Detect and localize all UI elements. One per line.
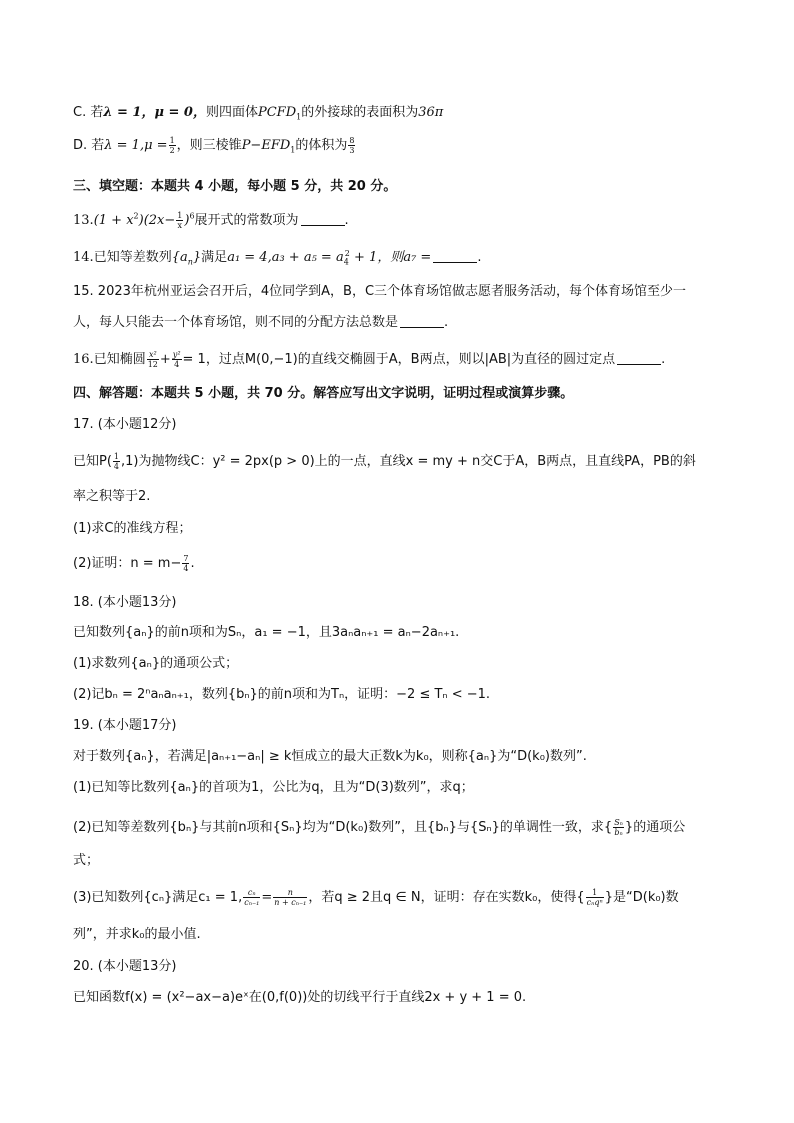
period: . bbox=[344, 213, 349, 228]
question-20-line-1: 已知函数f(x) = (x²−ax−a)eˣ在(0,f(0))处的切线平行于直线2x + y + 1 = 0. bbox=[73, 990, 527, 1005]
question-19-part-2 bbox=[73, 818, 733, 837]
section-3-heading: 三、填空题：本题共 4 小题，每小题 5 分，共 20 分。 bbox=[73, 179, 397, 194]
expr: (1 + x bbox=[93, 213, 134, 228]
question-19-part-3-cont: 列”，并求k₀的最小值. bbox=[73, 927, 201, 942]
question-19-line-1: 对于数列{aₙ}，若满足|aₙ₊₁−aₙ| ≥ k恒成立的最大正数k为k₀，则称{aₙ}为“D(k₀)数列”. bbox=[73, 749, 587, 764]
mu-eq: μ = 0， bbox=[154, 105, 206, 120]
question-text: 已知等差数列 bbox=[93, 250, 172, 265]
frac-num: 1 bbox=[586, 888, 604, 898]
subscript: 1 bbox=[290, 145, 296, 155]
frac-num: n bbox=[273, 888, 307, 898]
fraction bbox=[176, 211, 183, 230]
subscript: 4 bbox=[343, 257, 349, 267]
frac-num: 1 bbox=[113, 452, 120, 461]
superscript: 6 bbox=[189, 211, 195, 221]
lambda-eq: λ = 1， bbox=[103, 105, 155, 120]
question-number: 13. bbox=[73, 213, 94, 228]
question-text: 人，每人只能去一个体育场馆，则不同的分配方法总数是 bbox=[73, 315, 399, 330]
option-c bbox=[73, 104, 733, 122]
frac-den: bₙ bbox=[614, 828, 623, 837]
frac-den: 4 bbox=[183, 564, 189, 573]
subscript: 1 bbox=[296, 112, 302, 122]
fraction bbox=[613, 818, 624, 837]
answer-blank[interactable] bbox=[617, 352, 661, 365]
question-text: }的通项公 bbox=[624, 820, 686, 835]
frac-den: 4 bbox=[113, 462, 120, 471]
option-c-prefix: C. 若 bbox=[73, 105, 104, 120]
question-15-line-2 bbox=[73, 314, 733, 332]
a7-label: a₇ = bbox=[403, 250, 432, 265]
frac-den: cₙqⁿ bbox=[586, 898, 603, 907]
frac-num: 8 bbox=[349, 136, 355, 145]
frac-num: x² bbox=[147, 350, 159, 360]
superscript: 2 bbox=[344, 248, 350, 258]
question-15-line-1: 15. 2023年杭州亚运会召开后，4位同学到A，B，C三个体育场馆做志愿者服务活动，每个体育场馆至少一 bbox=[73, 284, 687, 299]
question-text: ，若q ≥ 2且q ∈ N，证明：存在实数k₀，使得{ bbox=[308, 890, 585, 905]
frac-num: 1 bbox=[169, 136, 175, 145]
frac-num: 1 bbox=[177, 211, 183, 220]
frac-den: cₙ₋₁ bbox=[244, 898, 260, 907]
mu-label: μ = bbox=[144, 138, 168, 153]
question-text: (2)证明：n = m− bbox=[73, 556, 182, 571]
answer-blank[interactable] bbox=[301, 213, 345, 226]
solid-name: PCFD bbox=[257, 105, 297, 120]
question-text: }是“D(k₀)数 bbox=[604, 890, 679, 905]
option-c-tail: 的外接球的表面积为 bbox=[301, 105, 419, 120]
question-20-heading: 20. (本小题13分) bbox=[73, 959, 177, 974]
question-18-heading: 18. (本小题13分) bbox=[73, 595, 177, 610]
fraction bbox=[113, 452, 120, 471]
question-text: 展开式的常数项为 bbox=[194, 213, 299, 228]
question-text: 已知P( bbox=[73, 454, 112, 469]
question-17-part-2 bbox=[73, 554, 733, 573]
condition: + 1，则 bbox=[349, 250, 404, 265]
seq: {a bbox=[171, 250, 188, 265]
frac-den: 4 bbox=[174, 360, 180, 369]
question-19-part-3 bbox=[73, 888, 733, 907]
answer-blank[interactable] bbox=[400, 315, 444, 328]
question-text: 满足 bbox=[201, 250, 228, 265]
answer-fraction bbox=[348, 136, 355, 155]
seq-end: } bbox=[192, 250, 202, 265]
question-19-heading: 19. (本小题17分) bbox=[73, 718, 177, 733]
fraction bbox=[147, 350, 159, 369]
plus: + bbox=[159, 352, 171, 367]
option-d-prefix: D. 若 bbox=[73, 138, 105, 153]
fraction bbox=[243, 888, 260, 907]
question-number: 16. bbox=[73, 352, 94, 367]
option-d-tail: 的体积为 bbox=[295, 138, 348, 153]
question-13: $13.(1 + x^2)(2x-$ $\frac{1}{x}$ )$^6$展开式的常数项为 . bbox=[73, 211, 349, 230]
question-17-heading: 17. (本小题12分) bbox=[73, 417, 177, 432]
option-d-mid: ，则三棱锥 bbox=[176, 138, 242, 153]
section-4-heading: 四、解答题：本题共 5 小题，共 70 分。解答应写出文字说明，证明过程或演算步骤。 bbox=[73, 386, 574, 401]
question-text: (2)已知等差数列{bₙ}与其前n项和{Sₙ}均为“D(k₀)数列”，且{bₙ}与{Sₙ}的单调性一致，求{ bbox=[73, 820, 613, 835]
period: . bbox=[661, 352, 666, 367]
fraction bbox=[586, 888, 604, 907]
superscript: 2 bbox=[133, 211, 139, 221]
option-d bbox=[73, 136, 733, 155]
question-14 bbox=[73, 249, 733, 267]
equals: = bbox=[261, 890, 273, 905]
question-16 bbox=[73, 350, 733, 369]
fraction bbox=[182, 554, 189, 573]
fraction bbox=[169, 136, 176, 155]
period: . bbox=[444, 315, 449, 330]
question-text: = 1，过点M(0,−1)的直线交椭圆于A，B两点，则以|AB|为直径的圆过定点 bbox=[182, 352, 616, 367]
frac-num: Sₙ bbox=[614, 818, 623, 827]
solid-name: P−EFD bbox=[241, 138, 291, 153]
frac-den: n + cₙ₋₁ bbox=[274, 898, 307, 907]
option-c-answer: 36π bbox=[418, 105, 444, 120]
question-18-line-1: 已知数列{aₙ}的前n项和为Sₙ，a₁ = −1，且3aₙaₙ₊₁ = aₙ−2aₙ₊₁. bbox=[73, 625, 460, 640]
frac-num: cₙ bbox=[243, 888, 260, 898]
question-18-part-1: (1)求数列{aₙ}的通项公式； bbox=[73, 656, 239, 671]
frac-num: 7 bbox=[183, 554, 189, 563]
question-number: 14. bbox=[73, 250, 94, 265]
question-17-line-1 bbox=[73, 452, 733, 471]
question-17-line-2: 率之积等于2. bbox=[73, 489, 151, 504]
fraction bbox=[172, 350, 182, 369]
question-text: ,1)为抛物线C：y² = 2px(p > 0)上的一点，直线x = my + n交C于A，B两点，且直线PA，PB的斜 bbox=[121, 454, 696, 469]
frac-den: 2 bbox=[169, 146, 175, 155]
period: . bbox=[477, 250, 482, 265]
lambda-eq: λ = 1, bbox=[104, 138, 145, 153]
question-19-part-1: (1)已知等比数列{aₙ}的首项为1，公比为q，且为“D(3)数列”，求q； bbox=[73, 780, 474, 795]
expr: )(2x− bbox=[138, 213, 176, 228]
option-c-mid: 则四面体 bbox=[205, 105, 258, 120]
subscript: n bbox=[187, 257, 193, 267]
fraction bbox=[273, 888, 307, 907]
period: . bbox=[190, 556, 195, 571]
question-18-part-2: (2)记bₙ = 2ⁿaₙaₙ₊₁，数列{bₙ}的前n项和为Tₙ，证明：−2 ≤ Tₙ < −1. bbox=[73, 687, 491, 702]
question-19-part-2-cont: 式； bbox=[73, 853, 100, 868]
question-text: 已知椭圆 bbox=[93, 352, 146, 367]
frac-den: 12 bbox=[147, 360, 158, 369]
frac-den: 3 bbox=[349, 146, 355, 155]
frac-den: x bbox=[177, 221, 183, 230]
frac-num: y² bbox=[172, 350, 181, 359]
answer-blank[interactable] bbox=[433, 250, 477, 263]
question-17-part-1: (1)求C的准线方程； bbox=[73, 521, 192, 536]
condition: a₁ = 4,a₃ + a₅ = a bbox=[227, 250, 344, 265]
question-text: (3)已知数列{cₙ}满足c₁ = 1, bbox=[73, 890, 243, 905]
